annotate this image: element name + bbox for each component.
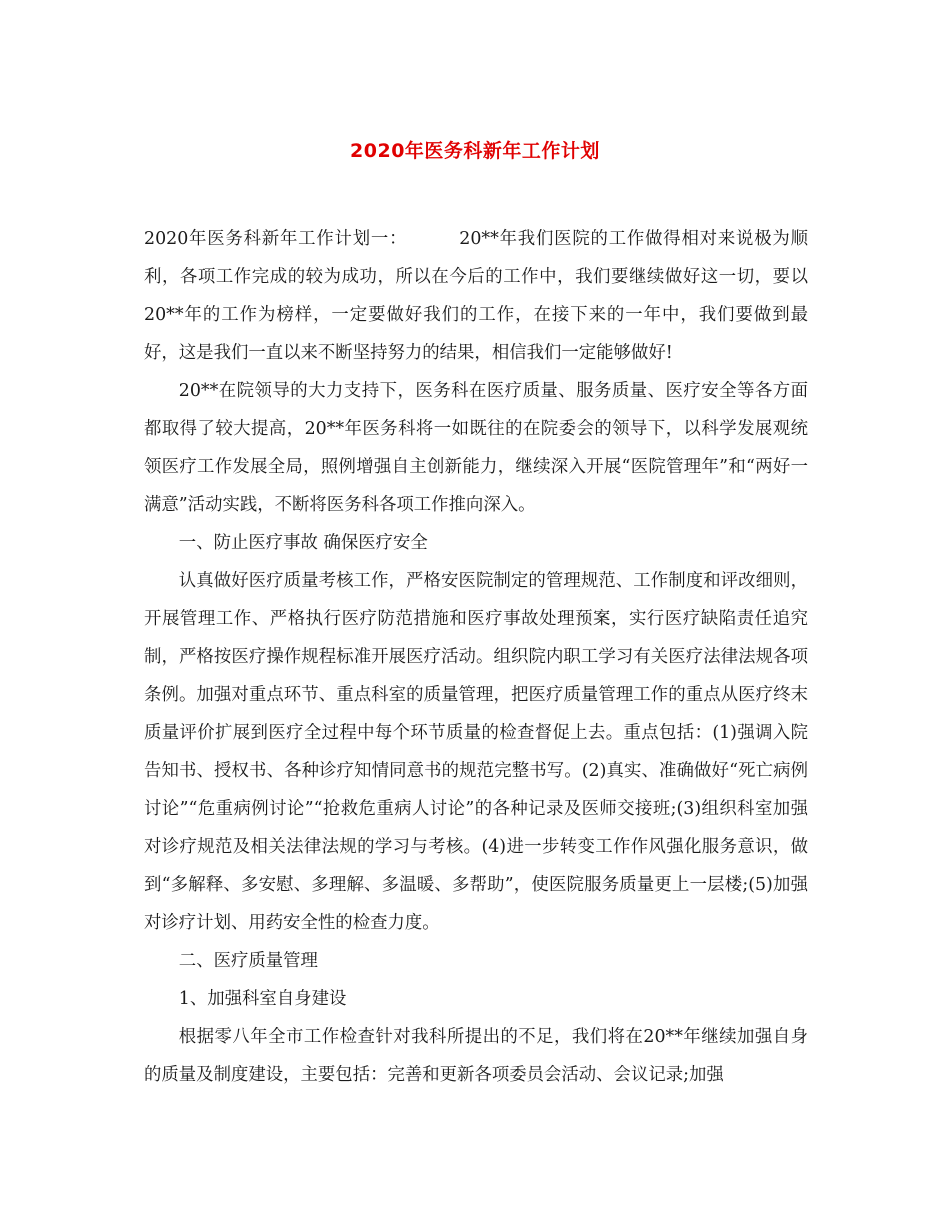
intro-label: 2020年医务科新年工作计划一： [144,229,408,249]
intro-text: 20**年我们医院的工作做得相对来说极为顺利，各项工作完成的较为成功，所以在今后的工作中，我们要继续做好这一切，要以20**年的工作为榜样，一定要做好我们的工作，在接下来的一年中，我们要做到最好，这是我们一直以来不断坚持努力的结果，相信我们一定能够做好! [144,229,808,363]
subsection-heading-1: 1、加强科室自身建设 [178,989,347,1009]
paragraph-4: 根据零八年全市工作检查针对我科所提出的不足，我们将在20**年继续加强自身的质量及制度建设，主要包括：完善和更新各项委员会活动、会议记录;加强 [144,1027,808,1085]
intro-paragraph [144,220,808,372]
section-heading-2: 二、医疗质量管理 [178,951,318,971]
paragraph-2: 20**在院领导的大力支持下，医务科在医疗质量、服务质量、医疗安全等各方面都取得了较大提高，20**年医务科将一如既往的在院委会的领导下，以科学发展观统领医疗工作发展全局，照例增强自主创新能力，继续深入开展“医院管理年”和“两好一满意”活动实践，不断将医务科各项工作推向深入。 [144,381,808,515]
section-heading-1: 一、防止医疗事故 确保医疗安全 [178,533,428,553]
document-body [144,220,808,1094]
paragraph-3: 认真做好医疗质量考核工作，严格安医院制定的管理规范、工作制度和评改细则，开展管理工作、严格执行医疗防范措施和医疗事故处理预案，实行医疗缺陷责任追究制，严格按医疗操作规程标准开展医疗活动。组织院内职工学习有关医疗法律法规各项条例。加强对重点环节、重点科室的质量管理，把医疗质量管理工作的重点从医疗终末质量评价扩展到医疗全过程中每个环节质量的检查督促上去。重点包括：(1)强调入院告知书、授权书、各种诊疗知情同意书的规范完整书写。(2)真实、准确做好“死亡病例讨论”“危重病例讨论”“抢救危重病人讨论”的各种记录及医师交接班;(3)组织科室加强对诊疗规范及相关法律法规的学习与考核。(4)进一步转变工作作风强化服务意识，做到“多解释、多安慰、多理解、多温暖、多帮助”，使医院服务质量更上一层楼;(5)加强对诊疗计划、用药安全性的检查力度。 [144,571,808,933]
document-title: 2020年医务科新年工作计划 [350,140,600,162]
